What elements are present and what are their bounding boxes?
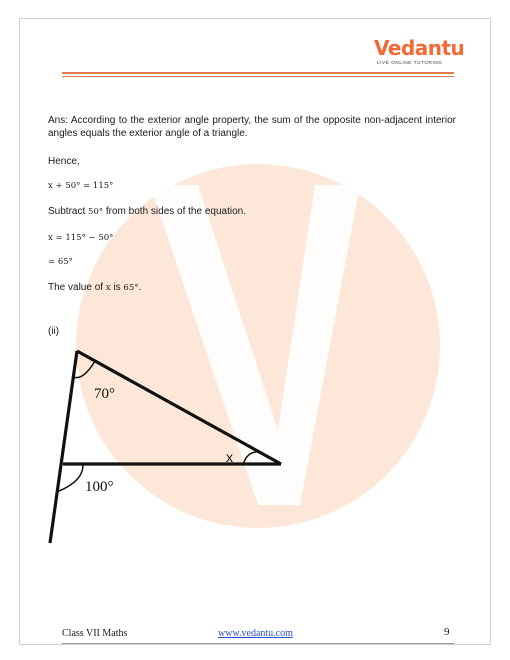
subtract-line: [48, 205, 246, 219]
final-variable: x: [105, 283, 111, 293]
header-rule: [62, 72, 454, 74]
answer-label: Ans:: [48, 115, 69, 126]
footer-class-label: Class VII Maths: [62, 628, 128, 639]
subtract-suffix: from both sides of the equation.: [105, 206, 246, 217]
angle-label-x: x: [226, 449, 233, 465]
extended-side-line: [50, 351, 77, 543]
hypotenuse-line: [77, 351, 281, 464]
final-mid: is: [113, 282, 121, 293]
footer-website-link[interactable]: www.vedantu.com: [218, 628, 293, 639]
equation-2: x = 115° − 50°: [48, 233, 114, 243]
hence-text: Hence,: [48, 156, 80, 167]
final-value: 65°: [123, 283, 139, 293]
logo-wordmark: Vedantu: [374, 36, 465, 60]
footer-rule: [62, 643, 454, 644]
equation-1: x + 50° = 115°: [48, 181, 114, 191]
logo-tagline: LIVE ONLINE TUTORING: [377, 60, 443, 65]
vedantu-logo[interactable]: [374, 36, 465, 72]
equation-3: = 65°: [48, 257, 73, 267]
angle-arc-exterior: [59, 465, 83, 491]
page-number: 9: [444, 626, 450, 638]
triangle-diagram: [45, 345, 295, 550]
angle-label-top: 70°: [94, 386, 115, 402]
answer-text: According to the exterior angle property, the sum of the opposite non-adjacent interior angles equals the exterior angle of a triangle.: [48, 115, 456, 139]
header-rule-thin: [62, 76, 454, 77]
final-answer-line: [48, 281, 141, 295]
part-label: (ii): [48, 326, 60, 337]
final-suffix: .: [138, 282, 142, 293]
subtract-value: 50°: [88, 207, 104, 217]
angle-label-exterior: 100°: [85, 479, 114, 495]
final-prefix: The value of: [48, 282, 104, 293]
subtract-prefix: Subtract: [48, 206, 86, 217]
answer-paragraph: [48, 114, 456, 140]
